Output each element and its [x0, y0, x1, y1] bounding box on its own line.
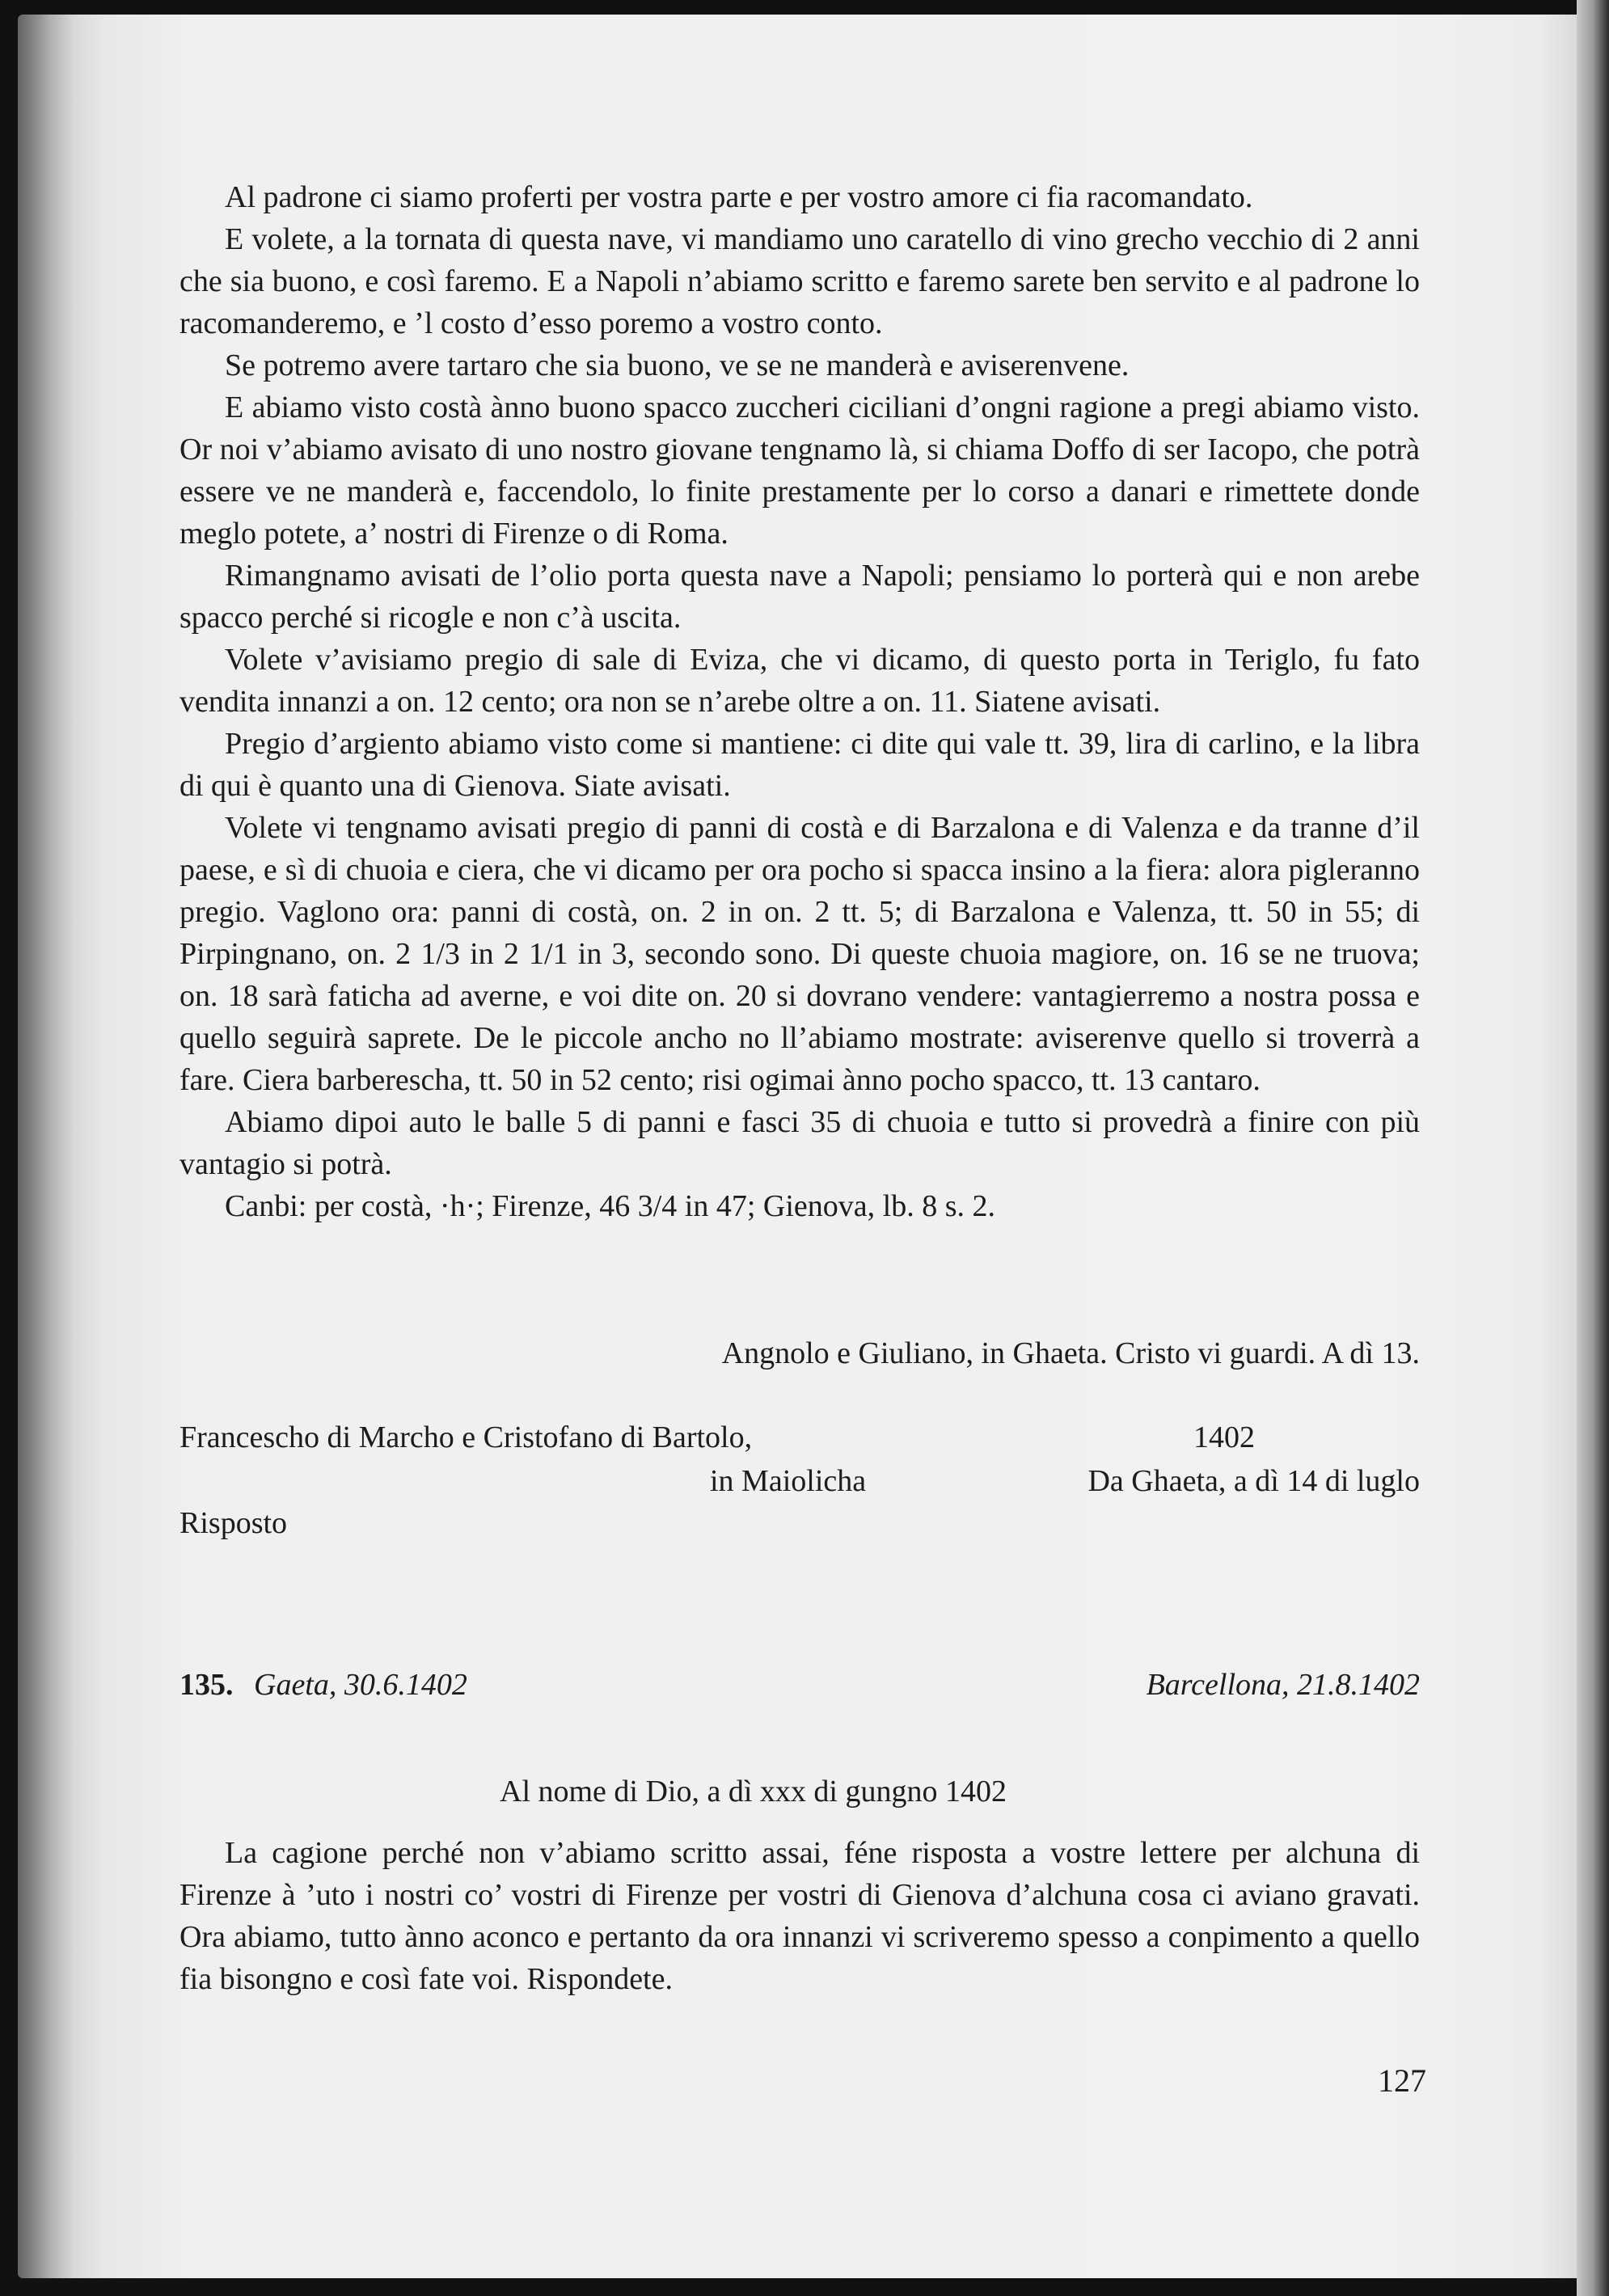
letter-destination: Barcellona, 21.8.1402 [1146, 1668, 1420, 1702]
address-year: 1402 [1193, 1420, 1255, 1454]
paragraph: Volete v’avisiamo pregio di sale di Eviza, che vi dicamo, di questo porta in Teriglo, fu fato vendita innanzi a on. 12 cento; ora non se n’arebe oltre a on. 11. Siatene avisati. [179, 643, 1420, 719]
paragraph: Volete vi tengnamo avisati pregio di panni di costà e di Barzalona e di Valenza e da tranne d’il paese, e sì di chuoia e ciera, che vi dicamo per ora pocho si spacca insino a la fiera: alora pigleranno pregio. Vaglono ora: panni di costà, on. 2 in on. 2 tt. 5; di Barzalona e Valenza, tt. 50 in 55; di Pirpingnano, on. 2 1/3 in 2 1/1 in 3, secondo sono. Di queste chuoia magiore, on. 16 se ne truova; on. 18 sarà faticha ad averne, e voi dite on. 20 si dovrano vendere: vantagierremo a nostra possa e quello seguirà saprete. De le piccole ancho no ll’abiamo mostrate: aviserenve quello si troverrà a fare. Ciera barberescha, tt. 50 in 52 cento; risi ogimai ànno pocho spacco, tt. 13 cantaro. [179, 811, 1420, 1097]
letter-135-header [179, 1667, 1420, 1703]
paragraph: E volete, a la tornata di questa nave, vi mandiamo uno caratello di vino grecho vecchio di 2 anni che sia buono, e così faremo. E a Napoli n’abiamo scritto e faremo sarete ben servito e al padrone lo racomanderemo, e ’l costo d’esso poremo a vostro conto. [179, 222, 1420, 340]
page-number: 127 [1378, 2062, 1426, 2099]
paragraph: Rimangnamo avisati de l’olio porta questa nave a Napoli; pensiamo lo porterà qui e non arebe spacco perché si ricogle e non c’à uscita. [179, 559, 1420, 635]
address-location: in Maiolicha [710, 1464, 867, 1498]
paragraph: E abiamo visto costà ànno buono spacco zuccheri ciciliani d’ongni ragione a pregi abiamo visto. Or noi v’abiamo avisato di uno nostro giovane tengnamo là, si chiama Doffo di ser Iacopo, che potrà essere ve ne manderà e, faccendolo, lo finite prestamente per lo corso a danari e rimettete donde meglo potete, a’ nostri di Firenze o di Roma. [179, 390, 1420, 551]
paragraph: Pregio d’argiento abiamo visto come si mantiene: ci dite qui vale tt. 39, lira di carlino, e la libra di qui è quanto una di Gienova. Siate avisati. [179, 727, 1420, 803]
letter-135-body [179, 1832, 1420, 2000]
page-edge [1577, 0, 1609, 2296]
letter-134-signoff: Angnolo e Giuliano, in Ghaeta. Cristo vi guardi. A dì 13. [721, 1336, 1420, 1370]
paragraph: Al padrone ci siamo proferti per vostra parte e per vostro amore ci fia racomandato. [225, 180, 1253, 214]
paragraph: Se potremo avere tartaro che sia buono, ve se ne manderà e aviserenvene. [225, 348, 1130, 382]
letter-134-body [179, 176, 1420, 1227]
letter-number: 135. [179, 1668, 234, 1702]
paragraph: Canbi: per costà, ·h·; Firenze, 46 3/4 in 47; Gienova, lb. 8 s. 2. [225, 1189, 995, 1223]
letter-origin: Gaeta, 30.6.1402 [254, 1668, 467, 1702]
letter-135-invocation: Al nome di Dio, a dì xxx di gungno 1402 [500, 1775, 1007, 1809]
address-recipient: Francescho di Marcho e Cristofano di Bartolo, [179, 1420, 753, 1454]
reply-note: Risposto [179, 1506, 288, 1540]
paragraph: La cagione perché non v’abiamo scritto assai, féne risposta a vostre lettere per alchuna di Firenze à ’uto i nostri co’ vostri di Firenze per vostri di Gienova d’alchuna cosa ci aviano gravati. Ora abiamo, tutto ànno aconco e pertanto da ora innanzi vi scriveremo spesso a conpimento a quello fia bisongno e così fate voi. Rispondete. [179, 1836, 1420, 1996]
paragraph: Abiamo dipoi auto le balle 5 di panni e fasci 35 di chuoia e tutto si provedrà a finire con più vantagio si potrà. [179, 1105, 1420, 1181]
address-origin: Da Ghaeta, a dì 14 di luglo [1087, 1464, 1420, 1498]
